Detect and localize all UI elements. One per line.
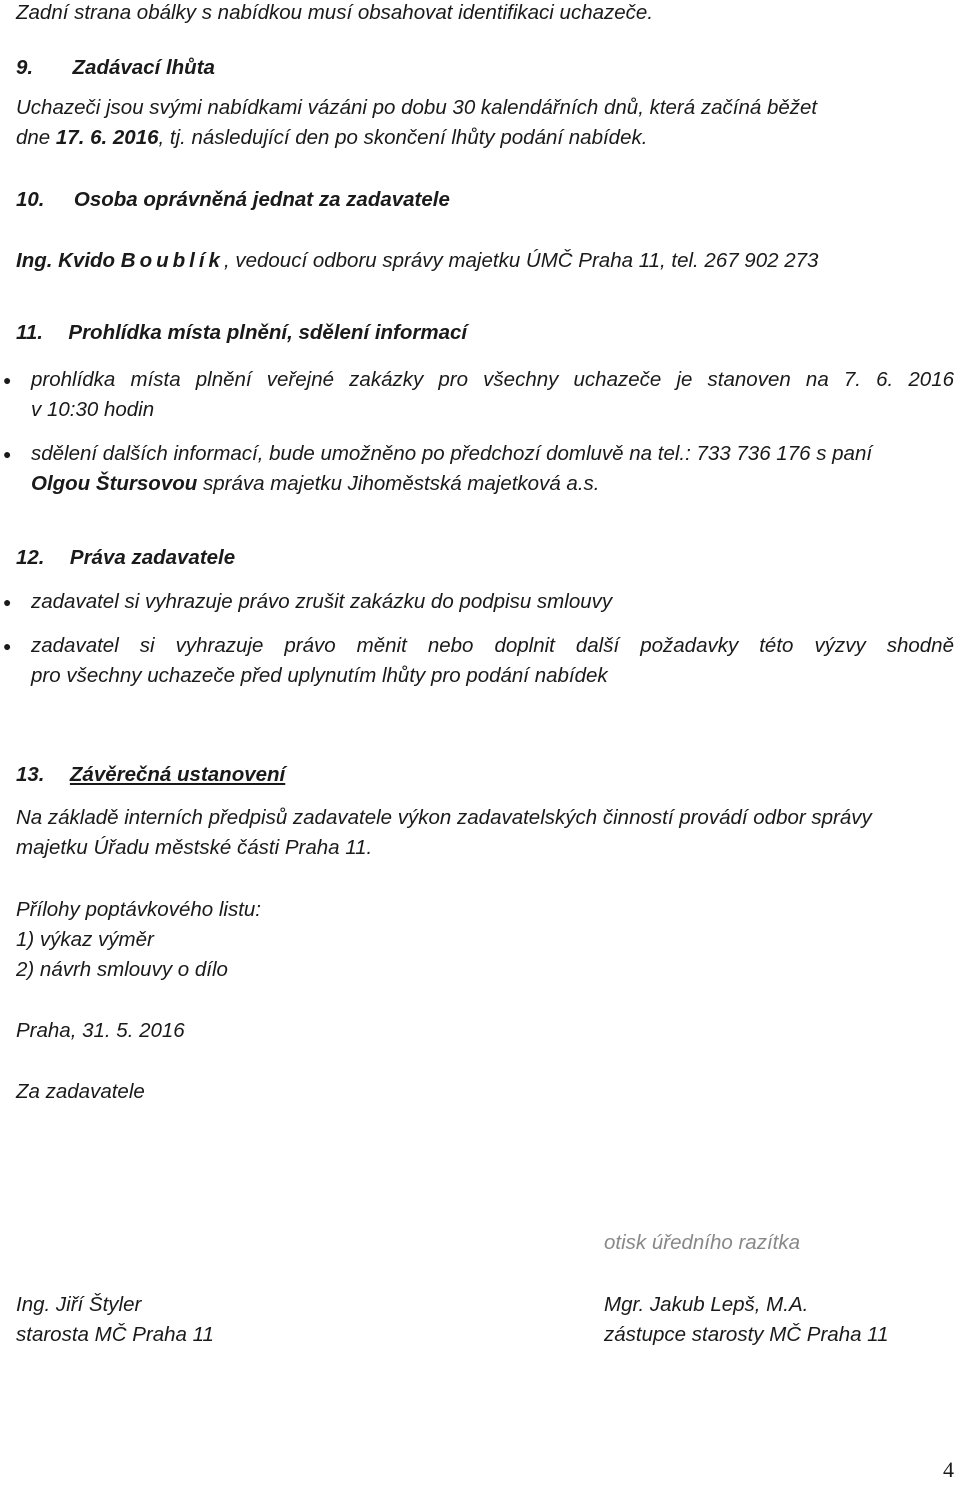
- section-13-title: Závěrečná ustanovení: [69, 763, 286, 786]
- section-9-number: 9.: [16, 56, 34, 79]
- section-10-title: Osoba oprávněná jednat za zadavatele: [73, 188, 450, 211]
- attachments-heading: Přílohy poptávkového listu:: [16, 898, 261, 921]
- section-11-bullet-2-line-1: sdělení dalších informací, bude umožněno po předchozí domluvě na tel.: 733 736 176 s paní: [31, 442, 873, 465]
- section-12-bullet-2-line-1: zadavatel si vyhrazuje právo měnit nebo doplnit další požadavky této výzvy shodně: [31, 634, 954, 657]
- attachment-item: 1) výkaz výměr: [16, 928, 154, 951]
- section-13-heading: [16, 762, 285, 788]
- contact-person-org: správa majetku Jihoměstská majetková a.s.: [197, 472, 600, 495]
- section-11-bullet-2-line-2: [31, 471, 599, 497]
- page-number: 4: [943, 1457, 954, 1482]
- bullet-icon: ●: [3, 594, 12, 610]
- section-11-bullet-1-line-2: v 10:30 hodin: [31, 398, 155, 421]
- section-12-number: 12.: [16, 546, 45, 569]
- official-stamp-note: otisk úředního razítka: [604, 1231, 800, 1254]
- section-12-bullet-2-line-2: pro všechny uchazeče před uplynutím lhůty pro podání nabídek: [31, 664, 608, 687]
- signatory-right-name: Mgr. Jakub Lepš, M.A.: [604, 1293, 809, 1316]
- contact-details: , vedoucí odboru správy majetku ÚMČ Praha 11, tel. 267 902 273: [223, 249, 819, 272]
- section-13-line-1: Na základě interních předpisů zadavatele výkon zadavatelských činností provádí odbor správy: [16, 806, 872, 829]
- section-13-number: 13.: [16, 763, 45, 786]
- section-10-number: 10.: [16, 188, 45, 211]
- section-10-heading: [16, 187, 450, 213]
- section-12-heading: [16, 545, 235, 571]
- section-12-bullet-1: zadavatel si vyhrazuje právo zrušit zakázku do podpisu smlouvy: [31, 590, 613, 613]
- for-contracting-authority: Za zadavatele: [16, 1080, 145, 1103]
- section-9-line-2-start: dne: [16, 126, 56, 149]
- section-9-line-2: [16, 125, 647, 151]
- section-9-title: Zadávací lhůta: [72, 56, 215, 79]
- section-10-contact: [16, 248, 818, 274]
- bullet-icon: ●: [3, 446, 12, 462]
- place-and-date: Praha, 31. 5. 2016: [16, 1019, 185, 1042]
- bullet-icon: ●: [3, 638, 12, 654]
- section-11-heading: [16, 320, 467, 346]
- contact-surname: Boublík: [120, 249, 224, 272]
- section-9-date: 17. 6. 2016: [55, 126, 159, 149]
- section-11-number: 11.: [16, 321, 43, 344]
- signatory-right-role: zástupce starosty MČ Praha 11: [604, 1323, 889, 1346]
- section-12-title: Práva zadavatele: [69, 546, 236, 569]
- section-11-title: Prohlídka místa plnění, sdělení informací: [68, 321, 468, 344]
- section-9-line-2-end: , tj. následující den po skončení lhůty podání nabídek.: [158, 126, 648, 149]
- bullet-icon: ●: [3, 372, 12, 388]
- contact-name-prefix: Ing. Kvido: [16, 249, 121, 272]
- signatory-left-name: Ing. Jiří Štyler: [16, 1293, 142, 1316]
- section-13-line-2: majetku Úřadu městské části Praha 11.: [16, 836, 373, 859]
- section-9-line-1: Uchazeči jsou svými nabídkami vázáni po dobu 30 kalendářních dnů, která začíná běžet: [16, 96, 818, 119]
- envelope-back-note: Zadní strana obálky s nabídkou musí obsahovat identifikaci uchazeče.: [16, 1, 654, 24]
- contact-person-name: Olgou Štursovou: [31, 472, 198, 495]
- attachment-item: 2) návrh smlouvy o dílo: [16, 958, 228, 981]
- section-11-bullet-1-line-1: prohlídka místa plnění veřejné zakázky pro všechny uchazeče je stanoven na 7. 6. 2016: [31, 368, 954, 391]
- signatory-left-role: starosta MČ Praha 11: [16, 1323, 214, 1346]
- section-9-heading: [16, 55, 215, 81]
